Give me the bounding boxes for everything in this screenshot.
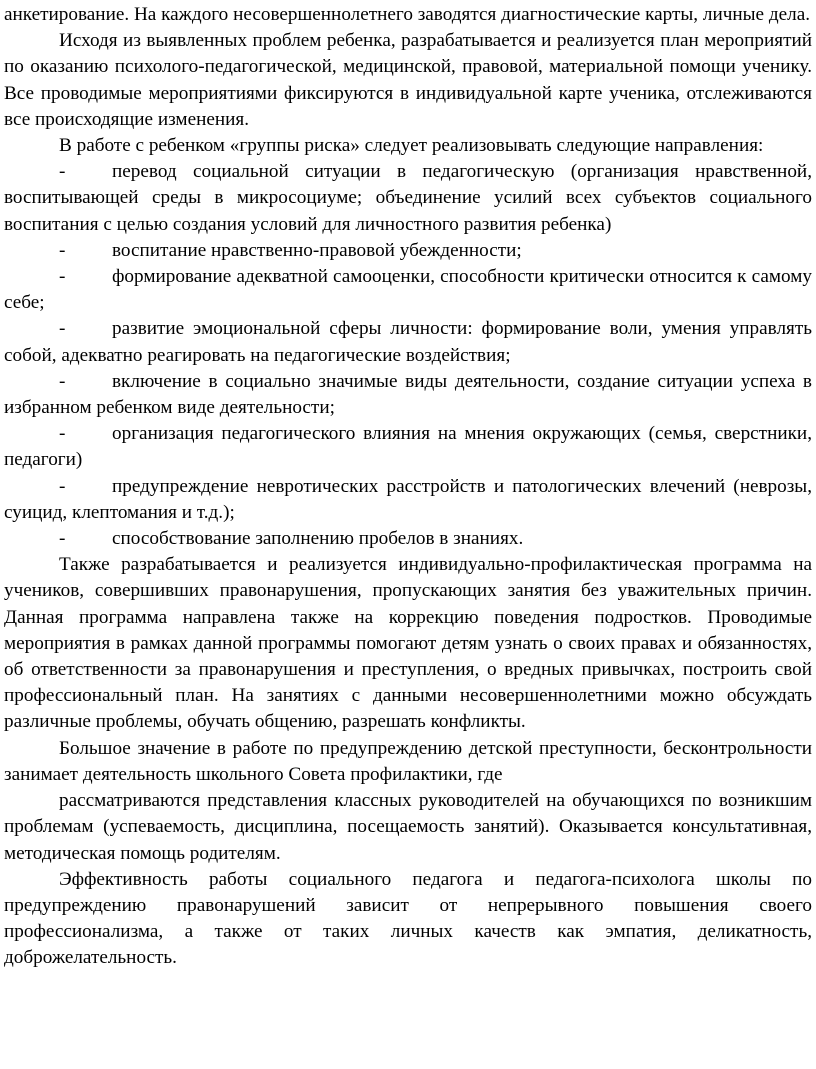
list-item [4, 369, 812, 421]
program-paragraph: Также разрабатывается и реализуется индивидуально-профилактическая программа на учеников, совершивших правонарушения, пропускающих занятия без уважительных причин. Данная программа направлена также на коррекцию поведения подростков. Проводимые мероприятия в рамках данной программы помогают детям узнать о своих правах и обязанностях, об ответственности за правонарушения и преступления, о вредных привычках, построить свой профессиональный план. На занятиях с данными несовершеннолетними можно обсуждать различные проблемы, обучать общению, разрешать конфликты. [4, 554, 812, 733]
list-item-text: организация педагогического влияния на мнения окружающих (семья, сверстники, педагоги) [4, 423, 812, 471]
list-item-text: развитие эмоциональной сферы личности: формирование воли, умения управлять собой, адекватно реагировать на педагогические воздействия; [4, 318, 812, 366]
sovet-paragraph-part2: рассматриваются представления классных руководителей на обучающихся по возникшим проблемам (успеваемость, дисциплина, посещаемость занятий). Оказывается консультативная, методическая помощь родителям. [4, 790, 812, 864]
directions-list [4, 159, 812, 552]
list-item [4, 238, 812, 264]
list-item-text: способствование заполнению пробелов в знаниях. [112, 528, 524, 550]
list-item-text: включение в социально значимые виды деятельности, создание ситуации успеха в избранном ребенком виде деятельности; [4, 370, 812, 419]
list-marker: - [59, 239, 66, 261]
list-item [4, 316, 812, 368]
list-marker: - [59, 423, 66, 445]
plan-paragraph: Исходя из выявленных проблем ребенка, разрабатывается и реализуется план мероприятий по оказанию психолого-педагогической, медицинской, правовой, материальной помощи ученику. Все проводимые мероприятиями фиксируются в индивидуальной карте ученика, отслеживаются все происходящие изменения. [4, 30, 812, 130]
list-marker: - [59, 528, 66, 550]
list-marker: - [59, 318, 66, 340]
list-item [4, 264, 812, 316]
list-item [4, 526, 812, 552]
sovet-paragraph-part1: Большое значение в работе по предупреждению детской преступности, бесконтрольности занимает деятельность школьного Совета профилактики, где [4, 737, 812, 785]
list-item [4, 421, 812, 473]
directions-intro-paragraph: В работе с ребенком «группы риска» следует реализовывать следующие направления: [59, 135, 764, 157]
list-marker: - [59, 266, 66, 288]
list-item-text: воспитание нравственно-правовой убежденности; [112, 239, 522, 261]
continuation-paragraph: анкетирование. На каждого несовершеннолетнего заводятся диагностические карты, личные дела. [4, 4, 811, 25]
list-item [4, 159, 812, 238]
list-item-text: формирование адекватной самооценки, способности критически относится к самому себе; [4, 266, 812, 314]
list-item [4, 474, 812, 526]
list-marker: - [59, 161, 66, 183]
list-item-text: перевод социальной ситуации в педагогическую (организация нравственной, воспитывающей среды в микросоциуме; объединение усилий всех субъектов социального воспитания с целью создания условий для личностного развития ребенка) [4, 161, 812, 235]
effectiveness-paragraph: Эффективность работы социального педагога и педагога-психолога школы по предупреждению правонарушений зависит от непрерывного повышения своего профессионализма, а также от таких личных качеств как эмпатия, деликатность, доброжелательность. [4, 868, 812, 969]
list-marker: - [59, 370, 66, 392]
list-item-text: предупреждение невротических расстройств и патологических влечений (неврозы, суицид, клептомания и т.д.); [4, 475, 812, 523]
list-marker: - [59, 475, 66, 497]
